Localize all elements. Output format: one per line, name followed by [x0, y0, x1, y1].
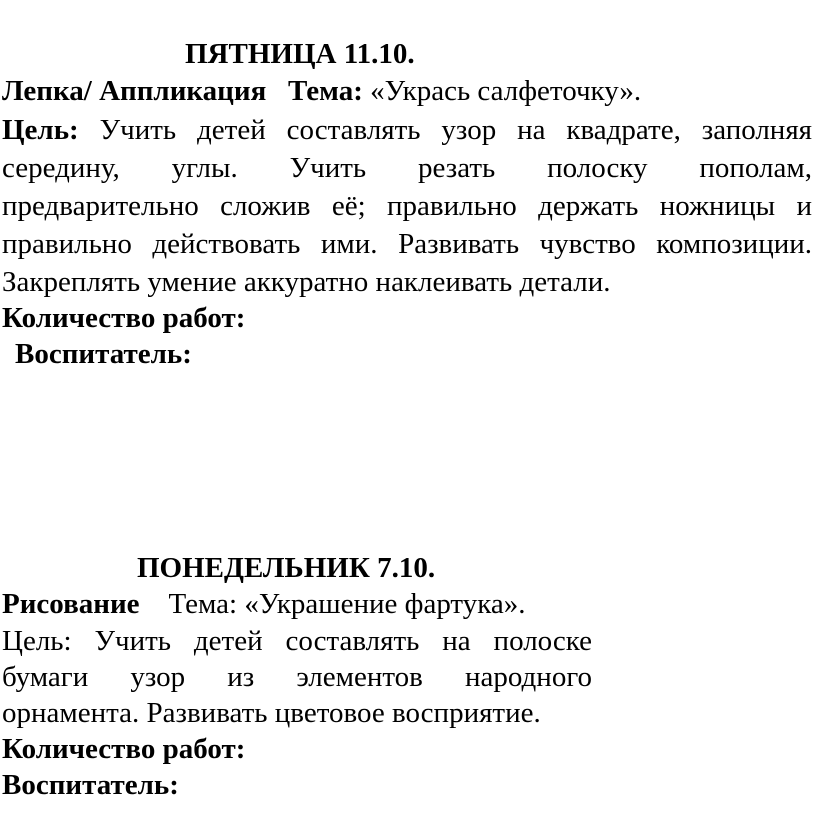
section1-teacher-label: Воспитатель:	[15, 338, 192, 370]
section1-theme-value: «Укрась салфеточку».	[370, 75, 642, 107]
section2-goal-line-2: бумаги узор из элементов народного	[2, 661, 592, 693]
section2-teacher-label: Воспитатель:	[2, 769, 179, 801]
section1-goal-line-3: предварительно сложив её; правильно держать ножницы и	[2, 190, 812, 222]
section1-goal-line-2: середину, углы. Учить резать полоску пополам,	[2, 152, 812, 184]
section1-heading: ПЯТНИЦА 11.10.	[185, 38, 415, 70]
section2-heading: ПОНЕДЕЛЬНИК 7.10.	[137, 552, 436, 584]
section2-activity: Рисование	[2, 588, 140, 620]
section2-theme-text: Тема: «Украшение фартука».	[168, 588, 526, 620]
section2-goal-line-3: орнамента. Развивать цветовое восприятие.	[2, 697, 541, 729]
section1-theme-label: Тема:	[288, 75, 363, 107]
section1-goal-label: Цель:	[2, 114, 79, 146]
section1-goal-line-4: правильно действовать ими. Развивать чувство композиции.	[2, 228, 812, 260]
section1-goal-text-1: Учить детей составлять узор на квадрате, заполняя	[99, 114, 813, 146]
section1-activity: Лепка/ Аппликация	[2, 75, 267, 107]
section2-activity-line	[2, 586, 526, 622]
section1-goal-line-5: Закреплять умение аккуратно наклеивать детали.	[2, 266, 611, 298]
section2-goal-line-1: Цель: Учить детей составлять на полоске	[2, 625, 592, 657]
section2-count-label: Количество работ:	[2, 733, 246, 765]
section1-count-label: Количество работ:	[2, 302, 246, 334]
section1-goal-line-1	[2, 112, 812, 148]
section1-activity-line	[2, 73, 641, 109]
